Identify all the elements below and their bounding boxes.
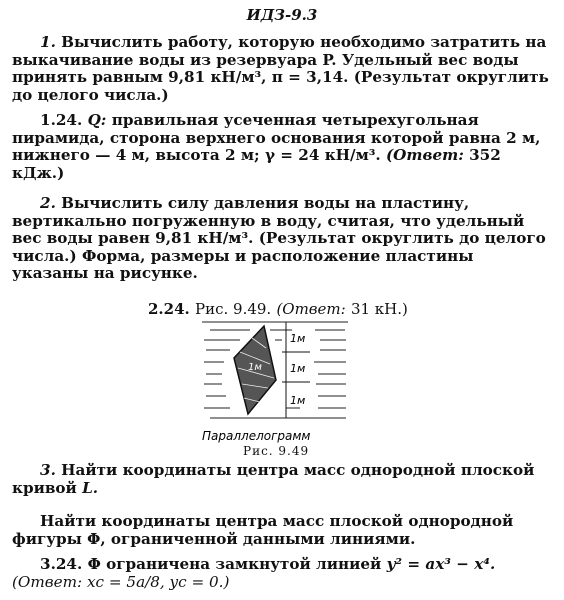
document-title: ИДЗ-9.3: [246, 6, 318, 24]
task-1-24-answer-label: (Ответ:: [386, 146, 464, 164]
task-1-text: Вычислить работу, которую необходимо затратить на выкачивание воды из резервуара P. Удельный вес воды принять равным 9,81 кН/м³, π = 3,14. (Результат округлить до целого числа.): [12, 33, 549, 104]
task-3-24-formula: y² = ax³ − x⁴.: [386, 555, 496, 573]
task-2-text: Вычислить силу давления воды на пластину, вертикально погруженную в воду, считая, что удельный вес воды равен 9,81 кН/м³. (Результат округлить до целого числа.) Форма, размеры и расположение пластины указаны на рисунке.: [12, 194, 546, 282]
task-2-24-caption: [148, 300, 408, 318]
task-1-24-q: Q:: [87, 111, 107, 129]
task-3-24-answer: (Ответ: xc = 5a/8, yc = 0.): [12, 572, 230, 591]
task-3-number: 3.: [40, 461, 56, 479]
task-1-number: 1.: [40, 33, 56, 51]
task-3-24: [12, 556, 552, 591]
task-3: [12, 462, 552, 497]
task-3-text: Найти координаты центра масс однородной плоской кривой: [12, 461, 535, 497]
task-3-text-2: Найти координаты центра масс плоской однородной фигуры Φ, ограниченной данными линиями.: [12, 512, 514, 548]
figure-label: Параллелограмм: [202, 429, 311, 443]
task-1-24-answer: 352 кДж.): [12, 146, 501, 182]
dim-bottom-label: 1м: [290, 394, 306, 407]
dim-top-label: 1м: [290, 332, 306, 345]
task-2-number: 2.: [40, 194, 56, 212]
task-1: [12, 34, 552, 104]
task-3-24-number: 3.24.: [40, 555, 83, 573]
inner-dim-label: 1м: [248, 362, 262, 373]
task-3-variable: L.: [82, 478, 99, 497]
task-2-24-answer-label: (Ответ:: [276, 300, 346, 318]
task-3-part-2: [12, 513, 552, 548]
water-lines: [202, 322, 348, 418]
task-3-24-text: Φ ограничена замкнутой линией: [87, 555, 382, 573]
task-1-24-text: правильная усеченная четырехугольная пирамида, сторона верхнего основания которой равна 2 м, нижнего — 4 м, высота 2 м; γ = 24 кН/м³.: [12, 111, 541, 164]
task-2-24-number: 2.24.: [148, 300, 190, 318]
dim-mid-label: 1м: [290, 362, 306, 375]
task-2-24-figure-ref: Рис. 9.49.: [195, 300, 272, 318]
task-1-24-number: 1.24.: [40, 111, 83, 129]
task-2: [12, 195, 552, 283]
task-1-24: [12, 112, 552, 182]
parallelogram-figure: [200, 318, 350, 446]
task-2-24-answer: 31 кН.): [350, 300, 408, 318]
figure-caption: Рис. 9.49: [243, 444, 310, 458]
